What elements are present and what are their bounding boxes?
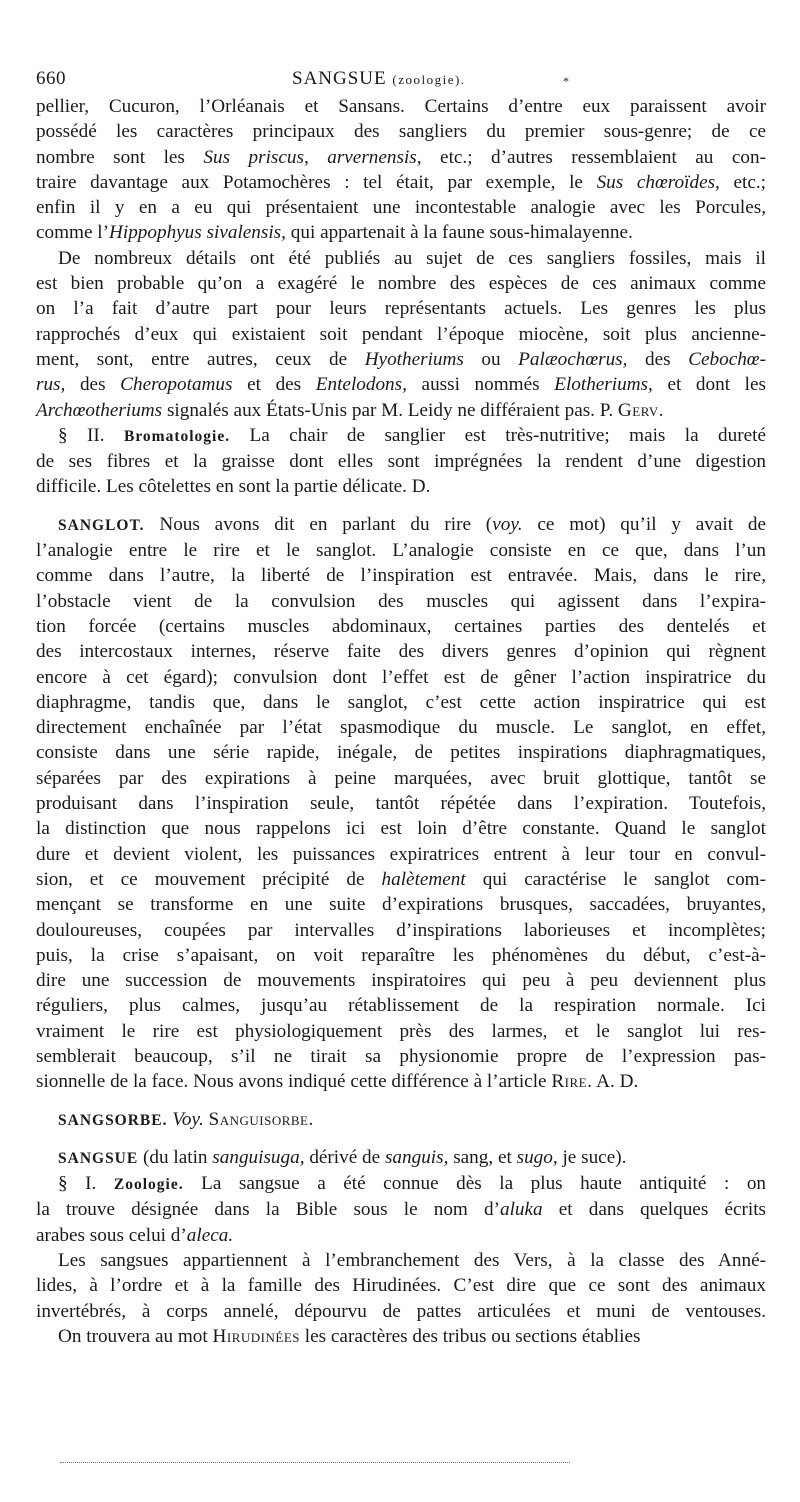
entry-sangsue-zoologie-continuation (36, 94, 766, 500)
text-run: l’analogie entre le rire et le sanglot. L’analogie consiste en ce que, dans l’un (36, 540, 766, 562)
text-run: comme l’ (36, 222, 109, 244)
section-heading: Zoologie. (113, 1176, 184, 1194)
entry-sangsue (36, 1145, 766, 1349)
text-run: arabes sous celui d’ (36, 1224, 187, 1246)
running-header (36, 60, 766, 94)
text-line (36, 918, 766, 943)
article-body (36, 94, 766, 1349)
text-run: enfin il y en a eu qui présentaient une incontestable analogie avec les Porcules, (36, 197, 766, 219)
italic-run: aluka (499, 1199, 543, 1221)
text-run: de ses fibres et la graisse dont elles sont imprégnées la rendent d’une digestion (36, 451, 766, 473)
italic-run: sugo, (516, 1146, 558, 1168)
text-run: mençant se transforme en une suite d’expirations brusques, saccadées, bruyantes, (36, 894, 766, 916)
text-line (36, 347, 766, 372)
text-line (36, 512, 766, 538)
section-heading: Bromatologie. (123, 427, 231, 445)
text-run: rapprochés d’eux qui existaient soit pendant l’époque miocène, soit plus ancienne- (36, 323, 766, 345)
italic-run: Hyotheriums (364, 348, 464, 370)
text-run: Les sangsues appartiennent à l’embranchement des Vers, à la classe des Anné- (58, 1250, 766, 1272)
text-run: De nombreux détails ont été publiés au sujet de ces sangliers fossiles, mais il (58, 247, 766, 269)
text-run: tion forcée (certains muscles abdominaux, certaines parties des dentelés et (36, 615, 766, 637)
text-line (36, 892, 766, 917)
italic-run: halètement (381, 868, 466, 890)
text-line (36, 94, 766, 119)
small-caps-run: Gerv. (617, 399, 665, 421)
text-run: La chair de sanglier est très-nutritive; mais la dureté (230, 424, 766, 446)
text-run: les caractères des tribus ou sections établies (300, 1325, 641, 1347)
small-caps-run: Rire. (551, 1071, 593, 1093)
italic-run: aleca. (186, 1224, 234, 1246)
italic-run: sanguisuga, (212, 1146, 305, 1168)
text-run: (du latin (138, 1146, 213, 1168)
text-run: la trouve désignée dans la Bible sous le nom d’ (36, 1199, 500, 1221)
text-line (36, 423, 766, 449)
text-run: nombre sont les (36, 146, 204, 168)
text-line (36, 1019, 766, 1044)
text-run: on l’a fait d’autre part pour leurs représentants actuels. Les genres les plus (36, 298, 766, 320)
text-line (36, 665, 766, 690)
text-run: encore à cet égard); convulsion dont l’effet est de gêner l’action inspiratrice du (36, 666, 766, 688)
italic-run: Cebochœ- (688, 348, 766, 370)
text-run: Nous avons dit en parlant du rire ( (144, 513, 493, 535)
text-run: consiste dans une série rapide, inégale, de petites inspirations diaphragmatiques, (36, 742, 766, 764)
text-line (36, 145, 766, 170)
text-line (36, 474, 766, 499)
text-run: je suce). (557, 1146, 627, 1168)
text-line (36, 246, 766, 271)
italic-run: Elotheriums, (554, 374, 653, 396)
text-line (36, 715, 766, 740)
text-run: ment, sont, entre autres, ceux de (36, 348, 365, 370)
text-line (36, 943, 766, 968)
text-run: des (627, 348, 689, 370)
text-run: difficile. Les côtelettes en sont la partie délicate. D. (36, 476, 431, 498)
text-run: invertébrés, à corps annelé, dépourvu de pattes articulées et muni de ventouses. (36, 1300, 766, 1322)
footer-rule (60, 1462, 570, 1464)
entry-headword: SANGSORBE. (58, 1111, 168, 1129)
entry-headword: SANGLOT. (58, 516, 145, 534)
text-run: est bien probable qu’on a exagéré le nombre des espèces de ces animaux comme (36, 273, 766, 295)
text-run: dire une succession de mouvements inspiratoires qui peu à peu deviennent plus (36, 970, 766, 992)
text-run: signalés aux États-Unis par M. Leidy ne différaient pas. P. (162, 399, 618, 421)
text-line (36, 614, 766, 639)
text-line (36, 842, 766, 867)
text-line (36, 589, 766, 614)
italic-run: Sus chœroïdes, (596, 171, 720, 193)
italic-run: Archœotheriums (36, 399, 163, 421)
text-run: réguliers, plus calmes, jusqu’au rétablissement de la respiration normale. Ici (36, 995, 766, 1017)
entry-separator (36, 1133, 766, 1145)
text-line (36, 1273, 766, 1298)
text-line (36, 449, 766, 474)
text-run: sang, et (448, 1146, 517, 1168)
entry-sanglot (36, 512, 766, 1095)
italic-run: Entelodons, (315, 374, 407, 396)
text-run: et des (232, 374, 316, 396)
text-run: directement enchaînée par l’état spasmodique du muscle. Le sanglot, en effet, (36, 717, 766, 739)
text-run: dérivé de (304, 1146, 385, 1168)
text-line (36, 816, 766, 841)
text-run: sion, et ce mouvement précipité de (36, 868, 382, 890)
text-line (36, 563, 766, 588)
text-line (36, 791, 766, 816)
text-line (36, 398, 766, 423)
text-line (36, 1248, 766, 1273)
running-title-word: SANGSUE (292, 68, 387, 89)
text-line (36, 1145, 766, 1171)
running-title-subject: (zoologie). (392, 72, 466, 87)
text-line (36, 1107, 766, 1133)
text-run: etc.; (719, 171, 767, 193)
text-run: sionnelle de la face. Nous avons indiqué cette différence à l’article (36, 1071, 552, 1093)
text-line (36, 1069, 766, 1094)
text-run: qui appartenait à la faune sous-himalayenne. (285, 222, 633, 244)
italic-run: Sus priscus, arvernensis, (203, 146, 422, 168)
entry-sangsorbe (36, 1107, 766, 1133)
entry-headword: SANGSUE (58, 1149, 139, 1167)
text-line (36, 766, 766, 791)
italic-run: Voy. (172, 1108, 204, 1130)
text-line (36, 220, 766, 245)
text-run: douloureuses, coupées par intervalles d’inspirations laborieuses et incomplètes; (36, 919, 766, 941)
text-line (36, 639, 766, 664)
text-line (36, 867, 766, 892)
text-run: A. D. (592, 1071, 639, 1093)
text-run: puis, la crise s’apaisant, on voit reparaître les phénomènes du début, c’est-à- (36, 944, 766, 966)
text-run: des (65, 374, 121, 396)
text-run: ou (463, 348, 519, 370)
text-run: possédé les caractères principaux des sangliers du premier sous-genre; de ce (36, 121, 766, 143)
text-run: ce mot) qu’il y avait de (522, 513, 766, 535)
italic-run: Cheropotamus (120, 374, 233, 396)
text-run: La sangsue a été connue dès la plus haute antiquité : on (183, 1173, 767, 1195)
text-line (36, 119, 766, 144)
text-run: dure et devient violent, les puissances expiratrices entrent à leur tour en convul- (36, 843, 766, 865)
text-run: qui caractérise le sanglot com- (465, 868, 766, 890)
text-run: pellier, Cucuron, l’Orléanais et Sansans. Certains d’entre eux paraissent avoir (36, 96, 766, 117)
text-run: lides, à l’ordre et à la famille des Hirudinées. C’est dire que ce sont des animaux (36, 1275, 766, 1297)
text-run: la distinction que nous rappelons ici est loin d’être constante. Quand le sanglot (36, 818, 766, 840)
text-line (36, 271, 766, 296)
text-run: On trouvera au mot (58, 1325, 213, 1347)
running-title (292, 68, 466, 90)
entry-separator (36, 500, 766, 512)
entry-separator (36, 1095, 766, 1107)
text-line (36, 968, 766, 993)
small-caps-run: Sanguisorbe. (208, 1108, 314, 1130)
text-line (36, 690, 766, 715)
text-line (36, 1044, 766, 1069)
text-run: comme dans l’autre, la liberté de l’inspiration est entravée. Mais, dans le rire, (36, 565, 766, 587)
text-line (36, 195, 766, 220)
text-line (36, 538, 766, 563)
small-caps-run: Hirudinées (212, 1325, 300, 1347)
text-run: et dans quelques écrits (542, 1199, 766, 1221)
text-run: § I. (58, 1173, 114, 1195)
italic-run: Hippophyus sivalensis, (109, 222, 286, 244)
header-mark: * (563, 74, 570, 88)
text-line (36, 1299, 766, 1324)
text-run: produisant dans l’inspiration seule, tantôt répétée dans l’expiration. Toutefois, (36, 793, 766, 815)
text-line (36, 1197, 766, 1222)
text-run: § II. (58, 424, 124, 446)
italic-run: sanguis, (384, 1146, 449, 1168)
text-line (36, 993, 766, 1018)
text-run: séparées par des expirations à peine marquées, avec bruit glottique, tantôt se (36, 767, 766, 789)
text-run: vraiment le rire est physiologiquement près des larmes, et le sanglot lui res- (36, 1020, 766, 1042)
italic-run: Palæochœrus, (518, 348, 628, 370)
text-run: traire davantage aux Potamochères : tel était, par exemple, le (36, 171, 597, 193)
text-line (36, 372, 766, 397)
text-line (36, 296, 766, 321)
text-run: aussi nommés (406, 374, 555, 396)
text-line (36, 170, 766, 195)
text-run: et dont les (652, 374, 766, 396)
text-run: des intercostaux internes, réserve faite des divers genres d’opinion qui règnent (36, 641, 766, 663)
text-line (36, 1324, 766, 1349)
page-number: 660 (36, 68, 66, 89)
text-line (36, 1223, 766, 1248)
text-run: diaphragme, tandis que, dans le sanglot, c’est cette action inspiratrice qui est (36, 691, 766, 713)
italic-run: voy. (492, 513, 523, 535)
italic-run: rus, (36, 374, 66, 396)
text-run: etc.; d’autres ressemblaient au con- (421, 146, 766, 168)
book-page (36, 60, 766, 1349)
text-line (36, 740, 766, 765)
text-line (36, 1171, 766, 1197)
text-run: l’obstacle vient de la convulsion des muscles qui agissent dans l’expira- (36, 590, 766, 612)
text-line (36, 322, 766, 347)
text-run: semblerait beaucoup, s’il ne tirait sa physionomie propre de l’expression pas- (36, 1045, 766, 1067)
